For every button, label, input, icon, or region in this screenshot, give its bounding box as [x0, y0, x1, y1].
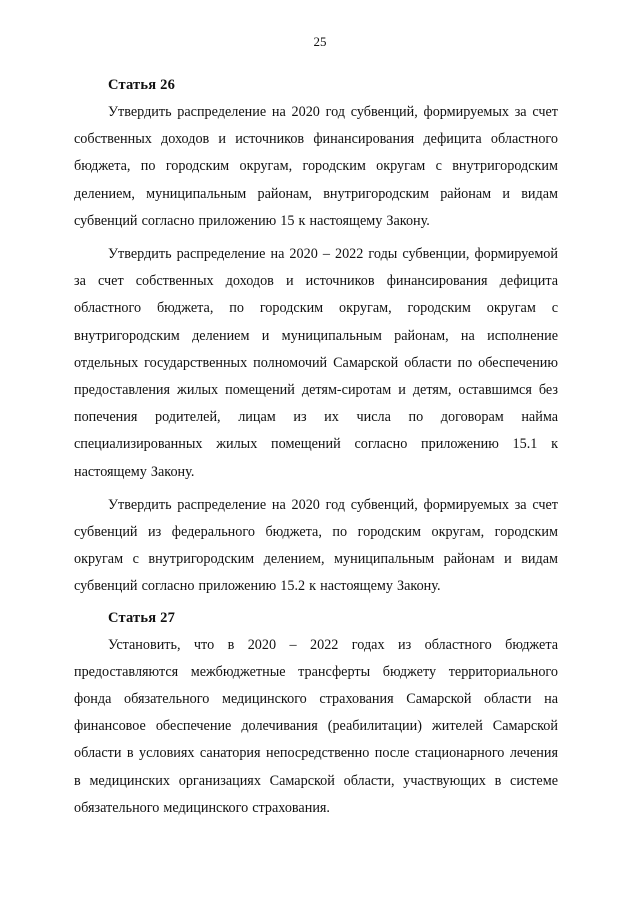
article-26 [74, 72, 558, 601]
article-heading: Статья 26 [108, 77, 176, 93]
document-body [74, 72, 558, 828]
paragraph: Утвердить распределение на 2020 год субвенций, формируемых за счет субвенций из федерального бюджета, по городским округам, городским округам с внутригородским делением, муниципальным районам и видам субвенций согласно приложению 15.2 к настоящему Закону. [74, 496, 558, 595]
paragraph: Установить, что в 2020 – 2022 годах из областного бюджета предоставляются межбюджетные трансферты бюджету территориального фонда обязательного медицинского страхования Самарской области на финансовое обеспечение долечивания (реабилитации) жителей Самарской области в условиях санатория непосредственно после стационарного лечения в медицинских организациях Самарской области, участвующих в системе обязательного медицинского страхования. [74, 636, 558, 816]
paragraph: Утвердить распределение на 2020 год субвенций, формируемых за счет собственных доходов и источников финансирования дефицита областного бюджета, по городским округам, городским округам с внутригородским делением, муниципальным районам, внутригородским районам и видам субвенций согласно приложению 15 к настоящему Закону. [74, 104, 558, 229]
article-27 [74, 605, 558, 822]
paragraph: Утвердить распределение на 2020 – 2022 годы субвенции, формируемой за счет собственных доходов и источников финансирования дефицита областного бюджета, по городским округам, городским округам с внутригородским делением и муниципальным районам, на исполнение отдельных государственных полномочий Самарской области по обеспечению предоставления жилых помещений детям-сиротам и детям, оставшимся без попечения родителей, лицам из их числа по договорам найма специализированных жилых помещений согласно приложению 15.1 к настоящему Закону. [74, 246, 558, 480]
article-heading: Статья 27 [108, 609, 176, 626]
page-number: 25 [313, 34, 327, 49]
